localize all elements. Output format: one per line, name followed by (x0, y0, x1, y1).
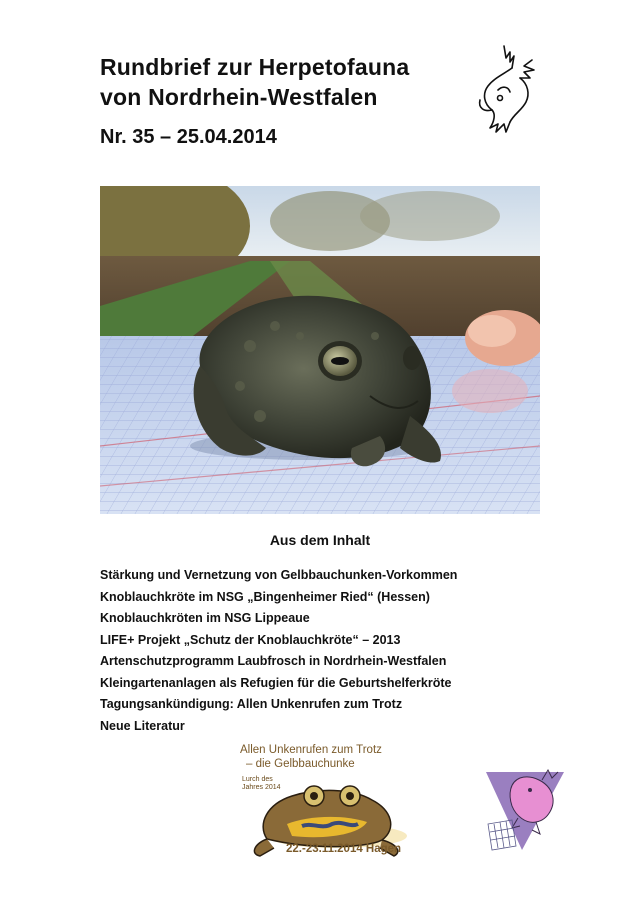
event-subtitle (242, 776, 281, 792)
contents-item: Knoblauchkröte im NSG „Bingenheimer Ried“ (Hessen) (100, 589, 430, 604)
page-title (100, 52, 480, 112)
contents-item: Tagungsankündigung: Allen Unkenrufen zum Trotz (100, 697, 403, 711)
issue-number: Nr. 35 – 25.04.2014 (100, 126, 277, 148)
contents-list (100, 565, 540, 737)
event-subtitle-line-2: Jahres 2014 (242, 784, 281, 791)
title-line-1: Rundbrief zur Herpetofauna (100, 54, 410, 80)
event-logo (232, 744, 432, 862)
event-subtitle-line-1: Lurch des (242, 776, 273, 783)
frog-triangle-logo-icon (482, 764, 568, 852)
contents-item: LIFE+ Projekt „Schutz der Knoblauchkröte“ – 2013 (100, 632, 401, 647)
contents-item: Neue Literatur (100, 718, 185, 733)
contents-item: Stärkung und Vernetzung von Gelbbauchunken-Vorkommen (100, 568, 458, 582)
contents-heading: Aus dem Inhalt (269, 532, 371, 548)
event-title-line-1: Allen Unkenrufen zum Trotz (240, 744, 382, 756)
cover-photo-spadefoot-toad (100, 186, 540, 514)
frog-logo-icon (474, 38, 544, 136)
contents-item: Kleingartenanlagen als Refugien für die Geburtshelferkröte (100, 675, 452, 690)
event-date: 22.-23.11.2014 Hagen (286, 843, 402, 855)
event-title-line-2: – die Gelbbauchunke (246, 758, 355, 770)
title-line-2: von Nordrhein-Westfalen (100, 84, 378, 110)
contents-item: Artenschutzprogramm Laubfrosch in Nordrhein-Westfalen (100, 654, 447, 668)
contents-item: Knoblauchkröten im NSG Lippeaue (100, 611, 310, 625)
